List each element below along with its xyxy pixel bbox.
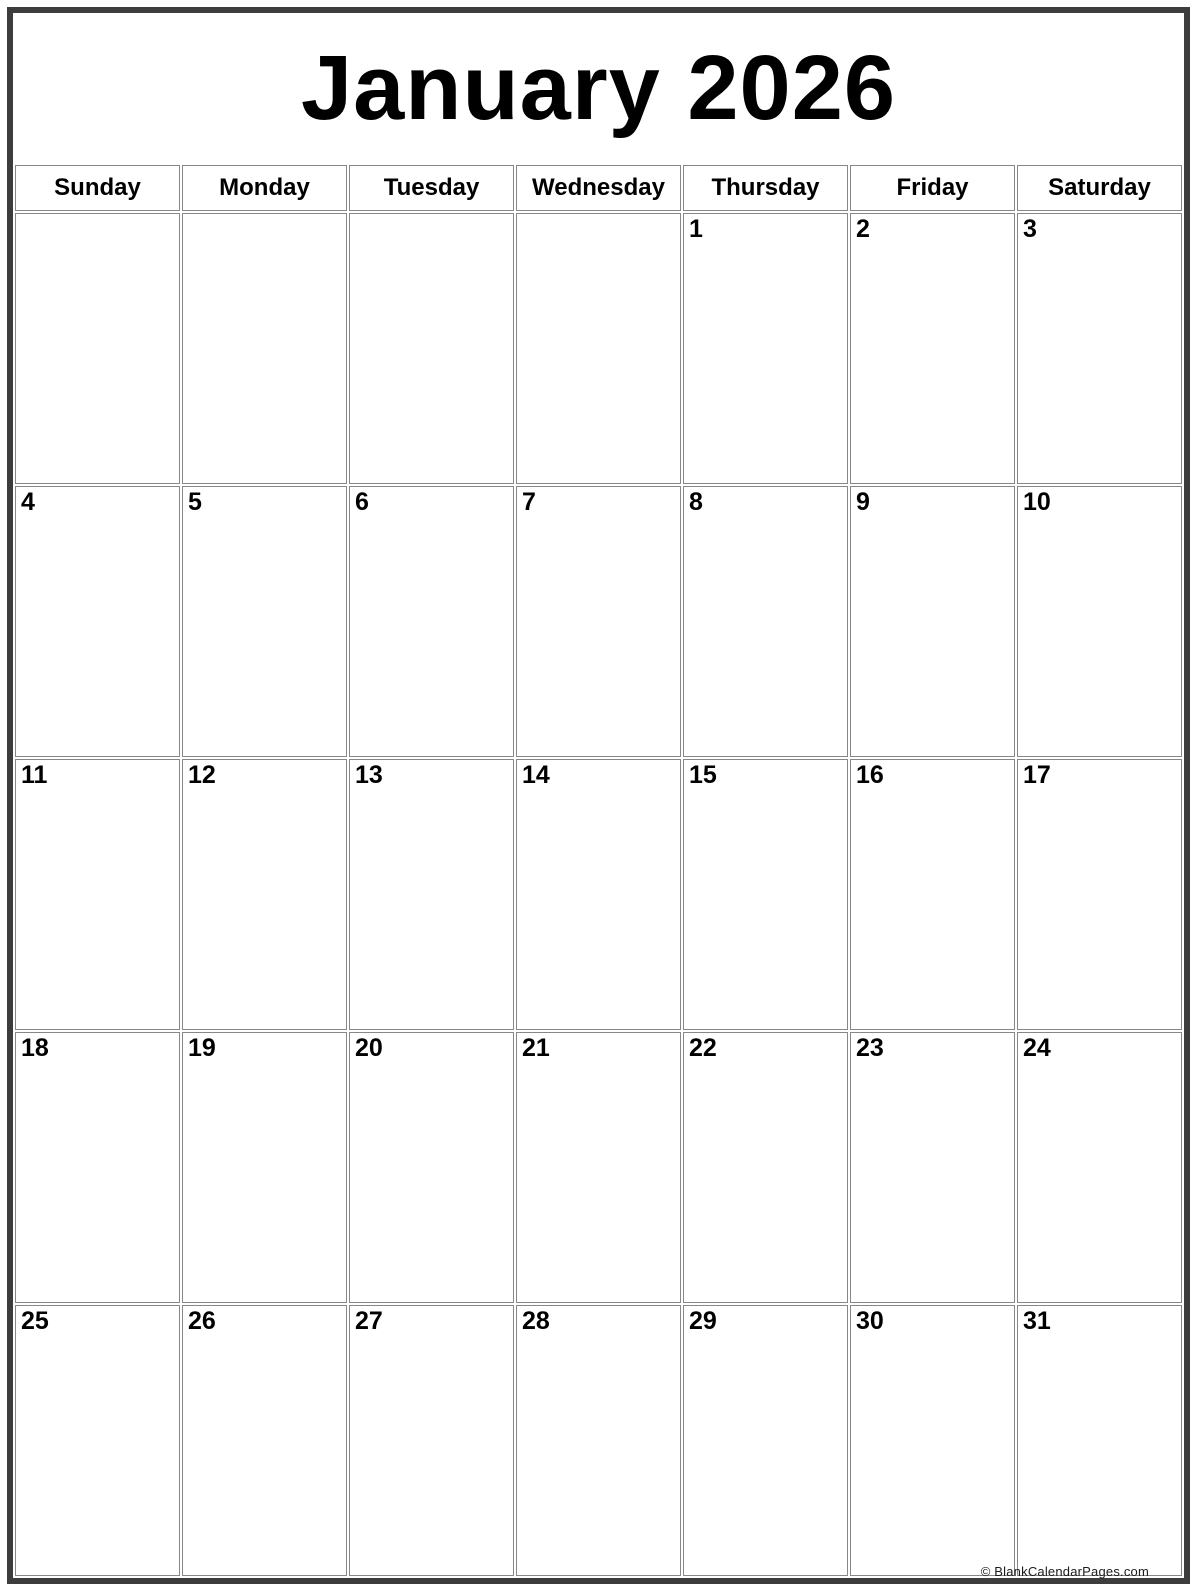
day-number [16, 226, 21, 227]
day-number: 25 [21, 1307, 49, 1335]
day-number: 19 [188, 1034, 216, 1062]
day-cell [349, 1305, 514, 1576]
day-number: 29 [689, 1307, 717, 1335]
day-number: 23 [856, 1034, 884, 1062]
day-cell [516, 213, 681, 484]
day-cell [1017, 1032, 1182, 1303]
day-cell [15, 213, 180, 484]
day-number: 28 [522, 1307, 550, 1335]
day-number: 2 [856, 215, 870, 243]
day-number: 30 [856, 1307, 884, 1335]
day-cell [516, 759, 681, 1030]
day-cell [683, 486, 848, 757]
calendar-body [15, 213, 1182, 1576]
day-number: 6 [355, 488, 369, 516]
day-number: 24 [1023, 1034, 1051, 1062]
day-cell [516, 1305, 681, 1576]
weekday-header-saturday: Saturday [1017, 165, 1182, 211]
weekday-header-sunday: Sunday [15, 165, 180, 211]
day-cell [850, 1032, 1015, 1303]
day-number: 16 [856, 761, 884, 789]
weekday-header-wednesday: Wednesday [516, 165, 681, 211]
day-cell [349, 759, 514, 1030]
weekday-header-tuesday: Tuesday [349, 165, 514, 211]
day-cell [850, 486, 1015, 757]
weekday-header-monday: Monday [182, 165, 347, 211]
day-cell [850, 759, 1015, 1030]
day-number: 13 [355, 761, 383, 789]
day-cell [15, 1305, 180, 1576]
day-number [517, 226, 522, 227]
day-cell [182, 1032, 347, 1303]
day-number: 9 [856, 488, 870, 516]
day-number [350, 226, 355, 227]
week-row-2 [15, 486, 1182, 757]
day-number: 12 [188, 761, 216, 789]
weekday-header-friday: Friday [850, 165, 1015, 211]
week-row-5 [15, 1305, 1182, 1576]
day-cell [349, 486, 514, 757]
day-cell [850, 1305, 1015, 1576]
day-number: 14 [522, 761, 550, 789]
day-cell [182, 213, 347, 484]
day-cell [349, 1032, 514, 1303]
day-number: 26 [188, 1307, 216, 1335]
day-cell [683, 759, 848, 1030]
day-number: 8 [689, 488, 703, 516]
day-number: 27 [355, 1307, 383, 1335]
weekday-header-row [15, 165, 1182, 211]
day-number: 5 [188, 488, 202, 516]
day-number: 10 [1023, 488, 1051, 516]
day-number: 11 [21, 761, 48, 789]
calendar-title: January 2026 [300, 36, 897, 139]
day-cell [182, 486, 347, 757]
week-row-4 [15, 1032, 1182, 1303]
day-number: 1 [689, 215, 703, 243]
day-number: 15 [689, 761, 717, 789]
day-number: 21 [522, 1034, 550, 1062]
day-cell [15, 759, 180, 1030]
day-cell [182, 759, 347, 1030]
day-cell [683, 213, 848, 484]
day-number: 31 [1023, 1307, 1051, 1335]
day-number: 18 [21, 1034, 49, 1062]
day-cell [182, 1305, 347, 1576]
day-number: 20 [355, 1034, 383, 1062]
day-cell [15, 1032, 180, 1303]
watermark: © BlankCalendarPages.com [980, 1564, 1149, 1579]
day-number: 22 [689, 1034, 717, 1062]
calendar-grid [13, 163, 1184, 1578]
day-number: 4 [21, 488, 35, 516]
day-cell [516, 486, 681, 757]
day-number: 17 [1023, 761, 1051, 789]
day-cell [1017, 213, 1182, 484]
week-row-1 [15, 213, 1182, 484]
day-cell [516, 1032, 681, 1303]
page-frame [7, 7, 1190, 1584]
day-number: 3 [1023, 215, 1037, 243]
day-number [183, 226, 188, 227]
week-row-3 [15, 759, 1182, 1030]
day-cell [15, 486, 180, 757]
day-cell [683, 1305, 848, 1576]
weekday-header-thursday: Thursday [683, 165, 848, 211]
day-cell [683, 1032, 848, 1303]
day-cell [1017, 1305, 1182, 1576]
day-cell [1017, 759, 1182, 1030]
day-number: 7 [522, 488, 536, 516]
day-cell [349, 213, 514, 484]
day-cell [1017, 486, 1182, 757]
day-cell [850, 213, 1015, 484]
